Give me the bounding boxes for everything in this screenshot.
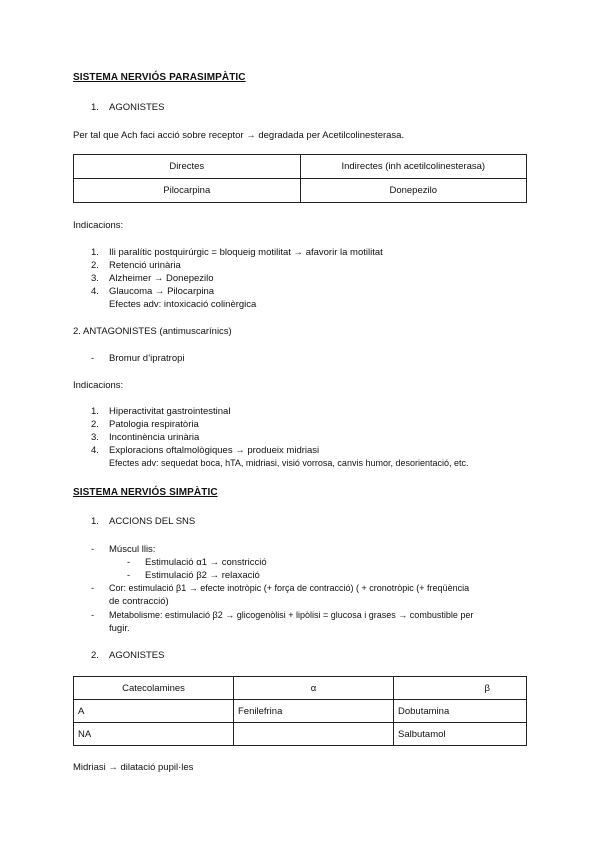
list-item: Incontinència urinària — [109, 432, 200, 443]
list-item: Estimulació α1 → constricció — [145, 557, 267, 568]
table-cell: Fenilefrina — [234, 700, 394, 723]
list-number: 3. — [91, 432, 99, 443]
agonists-table — [73, 154, 527, 203]
table-header-cell: Catecolamines — [74, 677, 234, 700]
table-row — [74, 179, 527, 203]
table-header-cell: α — [234, 677, 394, 700]
metabolism-line: Metabolisme: estimulació β2 → glicogenòlisi + lipòlisi = glucosa i grases → combustible per — [109, 610, 474, 620]
bullet-dash: - — [127, 570, 131, 581]
list-item: Retenció urinària — [109, 260, 181, 271]
list-number: 4. — [91, 286, 99, 297]
cor-line: Cor: estimulació β1 → efecte inotròpic (+ força de contracció) ( + cronotròpic (+ freqüència — [109, 583, 470, 593]
footer-note: Midriasi → dilatació pupil·les — [73, 762, 194, 773]
subsection-title-agonists: AGONISTES — [109, 102, 165, 113]
list-number: 1. — [91, 247, 99, 258]
table-cell: Dobutamina — [394, 700, 527, 723]
bullet-dash: - — [91, 610, 95, 621]
table-header-row — [74, 155, 527, 179]
list-number: 2. — [91, 260, 99, 271]
list-item: Alzheimer → Donepezilo — [109, 273, 214, 284]
list-item: Patologia respiratòria — [109, 419, 199, 430]
list-number: 2. — [91, 650, 99, 661]
table-header-row — [74, 677, 527, 700]
muscle-label: Múscul llis: — [109, 544, 156, 555]
table-cell: Salbutamol — [394, 723, 527, 746]
bullet-dash: - — [91, 583, 95, 594]
table-header-cell: Indirectes (inh acetilcolinesterasa) — [300, 155, 527, 179]
bullet-dash: - — [91, 544, 95, 555]
list-item: Glaucoma → Pilocarpina — [109, 286, 215, 297]
list-number: 1. — [91, 102, 99, 113]
bullet-dash: - — [91, 353, 95, 364]
list-number: 4. — [91, 445, 99, 456]
subsection-title-actions: ACCIONS DEL SNS — [109, 516, 196, 527]
table-cell — [234, 723, 394, 746]
table-cell: A — [74, 700, 234, 723]
table-row — [74, 700, 527, 723]
adverse-effects: Efectes adv: intoxicació colinèrgica — [109, 299, 257, 310]
table-cell: Donepezilo — [300, 179, 527, 203]
list-number: 2. — [91, 419, 99, 430]
list-item: Estimulació β2 → relaxació — [145, 570, 260, 581]
cor-line-continued: de contracció) — [109, 596, 169, 607]
agonists-intro: Per tal que Ach faci acció sobre receptor → degradada per Acetilcolinesterasa. — [73, 130, 405, 141]
subsection-title-antagonists: 2. ANTAGONISTES (antimuscarínics) — [73, 326, 232, 337]
table-header-cell: β — [394, 677, 527, 700]
list-number: 3. — [91, 273, 99, 284]
metabolism-line-continued: fugir. — [109, 623, 130, 634]
subsection-title-agonists: AGONISTES — [109, 650, 165, 661]
indications-label: Indicacions: — [73, 220, 124, 231]
table-header-cell: Directes — [74, 155, 301, 179]
list-item: Ili paralític postquirúrgic = bloqueig motilitat → afavorir la motilitat — [109, 247, 383, 258]
list-item: Exploracions oftalmològiques → produeix midriasi — [109, 445, 320, 456]
table-cell: Pilocarpina — [74, 179, 301, 203]
catecholamines-table — [73, 676, 527, 746]
adverse-effects: Efectes adv: sequedat boca, hTA, midriasi, visió vorrosa, canvis humor, desorientació, etc. — [109, 458, 469, 468]
section-title-parasympathetic: SISTEMA NERVIÓS PARASIMPÀTIC — [73, 72, 246, 83]
list-item: Hiperactivitat gastrointestinal — [109, 406, 231, 417]
bullet-dash: - — [127, 557, 131, 568]
list-number: 1. — [91, 516, 99, 527]
list-number: 1. — [91, 406, 99, 417]
section-title-sympathetic: SISTEMA NERVIÓS SIMPÀTIC — [73, 487, 218, 498]
table-row — [74, 723, 527, 746]
indications-label: Indicacions: — [73, 380, 124, 391]
list-item: Bromur d’ipratropi — [109, 353, 185, 364]
table-cell: NA — [74, 723, 234, 746]
